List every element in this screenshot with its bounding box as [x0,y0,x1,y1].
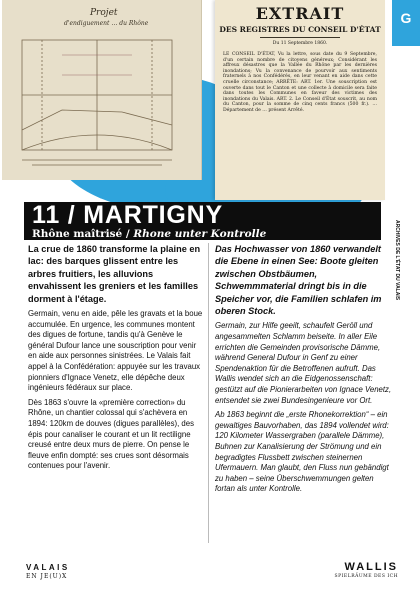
subtitle-fr: Rhône maîtrisé [32,228,123,240]
section-letter: G [400,10,412,26]
footer-logo-de-line2: SPIELRÄUME DES ICH [334,574,398,579]
french-paragraph-2: Dès 1863 s'ouvre la «première correction» du Rhône, un chantier colossal qui s'achèvera en 1894: 120km de douves (digues parallèles), des épis pour canaliser le courant et un lit rectiligne creusé entre deux murs de pierre. On pense le fleuve enfin dompté: ses crues sont désormais contenues pour l'avenir. [28,397,195,471]
header-image [0,0,420,210]
plan-subtitle: d'endiguement … du Rhône [64,20,149,27]
footer-logo-fr-line1: VALAIS [26,563,70,572]
section-marker [392,0,420,46]
column-divider [208,243,209,543]
german-column [215,243,393,499]
footer-logo-de-line1: WALLIS [344,561,398,573]
german-lead: Das Hochwasser von 1860 verwandelt die Ebene in einen See: Boote gleiten zwischen Obstbäumen, Schwemmmaterial dringt bis in die Speicher vor, die Familien schlafen im oberen Stock. [215,244,382,317]
council-decree-document [215,0,385,200]
decree-title: EXTRAIT [255,4,345,23]
french-lead: La crue de 1860 transforme la plaine en lac: des barques glissent entre les arbres fruitiers, les alluvions envahissent les greniers et les familles dorment à l'étage. [28,244,201,304]
decree-subtitle: DES REGISTRES DU CONSEIL D'ÉTAT [219,25,381,34]
decree-date: Du 11 Septembre 1860. [272,41,328,46]
decree-rule [260,37,340,38]
page-subtitle [32,228,266,240]
engineering-plan-drawing [2,0,202,180]
plan-sketch [2,0,202,180]
footer-logo-fr [26,563,70,580]
image-credit-text: ARCHIVES DE L'ÉTAT DU VALAIS [394,220,400,301]
german-paragraph-1: Germain, zur Hilfe geeilt, schaufelt Geröll und angesammelten Schlamm beiseite. In aller Eile errichten die Gemeinden provisorische Dämme, während General Dufour in Genf zu einer Spendenaktion für die Betroffenen aufruft. Das Wallis wendet sich an die Eidgenossenschaft: gestützt auf die Pionierarbeiten von Ignace Venetz, entsendet sie zwei Bundesingenieure vor Ort. [215,321,392,405]
plan-title: Projet [90,8,118,18]
page-title: 11 / MARTIGNY [32,201,223,229]
footer-logo-de [335,561,398,579]
footer-logo-fr-line2: EN JE(U)X [26,573,68,580]
french-paragraph-1: Germain, venu en aide, pêle les gravats et la boue accumulée. En urgence, les communes montent des digues de fortune, tandis qu'à Genève le général Dufour lance une souscription pour venir en aide aux personnes sinistrées. Le Valais fait appel à la Confédération: appuyée sur les travaux pionniers d'Ignace Venetz, elle dépêche deux ingénieurs fédéraux sur place. [28,309,203,393]
french-column [28,243,206,476]
german-paragraph-2: Ab 1863 beginnt die „erste Rhonekorrektion“ – ein gewaltiges Bauvorhaben, das 1894 vollendet wird: 120 Kilometer Wassergraben (parallele Dämme), Buhnen zur Kanalisierung der Strömung und ein begradigtes Flussbett zwischen steinernen Ufermauern. Man glaubt, den Fluss nun gebändigt zu haben – seine Überschwemmungen gelten fortan als unter Kontrolle. [215,410,389,494]
subtitle-de: Rhone unter Kontrolle [133,228,267,240]
title-band [24,202,381,240]
decree-body: LE CONSEIL D'ÉTAT, Vu la lettre, sous date du 9 Septembre, d'un certain nombre de citoyens généreux; Considérant les affreux désastres que la Vallée du Rhône par les dernières inondations; Vu la convenance de pourvoir aux sentiments fraternels à nos Confédérés, en leur venant en aide dans cette cruelle circonstance; ARRÊTE: ART. 1er. Une souscription est ouverte dans tout le Canton et une collecte à domicile sera faite dans toutes les Communes en faveur des victimes des inondations du Valais. ART. 2. Le Conseil d'État souscrit, au nom du Canton, pour la somme de cinq cents francs (500 fr.). … Département de … présent Arrêté. [223,52,377,113]
subtitle-separator: / [122,228,134,240]
